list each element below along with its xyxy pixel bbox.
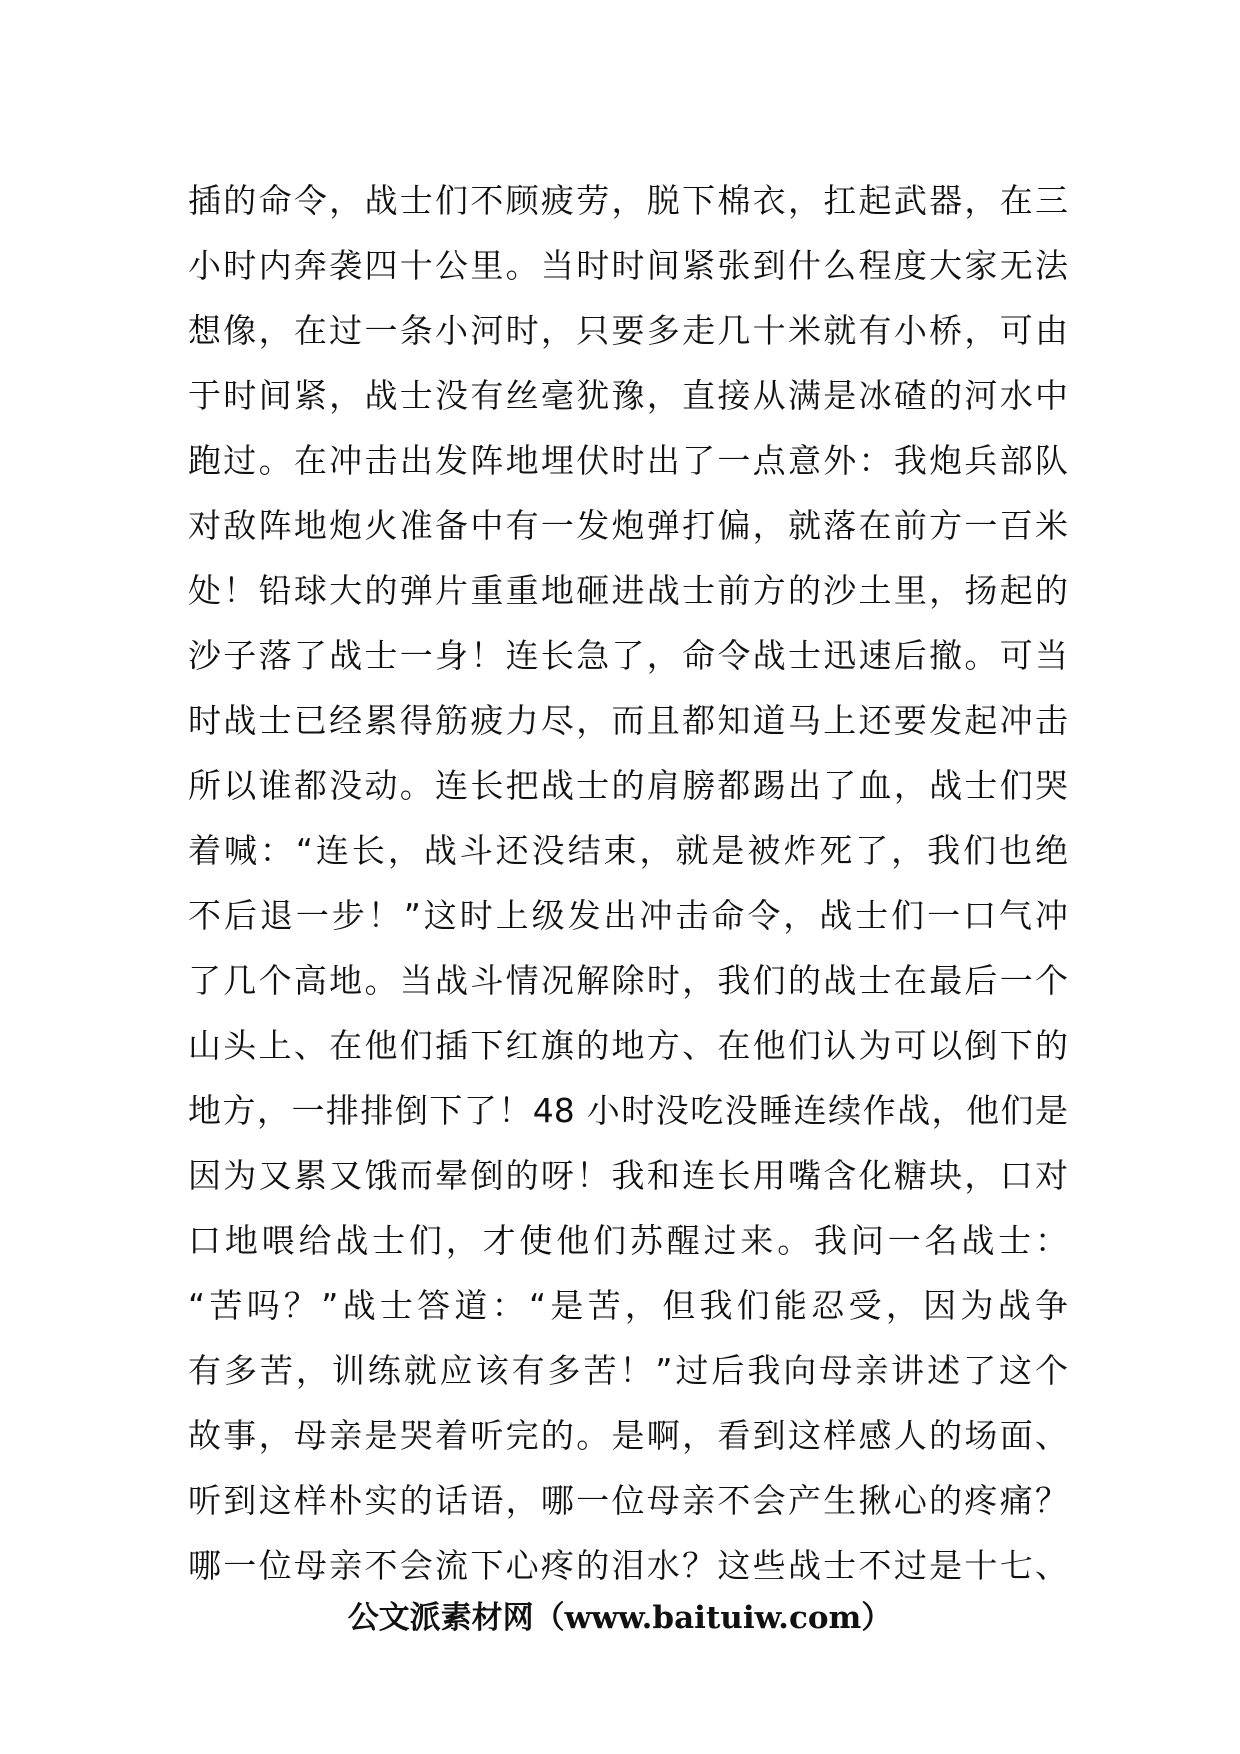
body-text	[188, 168, 1068, 1598]
text-line: 跑过。在冲击出发阵地埋伏时出了一点意外：我炮兵部队	[188, 441, 1068, 480]
text-line: 小时内奔袭四十公里。当时时间紧张到什么程度大家无法	[188, 246, 1068, 285]
text-line: 因为又累又饿而晕倒的呀！我和连长用嘴含化糖块，口对	[188, 1156, 1068, 1195]
text-line: 沙子落了战士一身！连长急了，命令战士迅速后撤。可当	[188, 636, 1068, 675]
footer-source: 公文派素材网（www.baituiw.com）	[347, 1600, 893, 1636]
text-line: 有多苦，训练就应该有多苦！”过后我向母亲讲述了这个	[188, 1351, 1068, 1390]
text-line: 故事，母亲是哭着听完的。是啊，看到这样感人的场面、	[188, 1416, 1068, 1455]
text-line: 于时间紧，战士没有丝毫犹豫，直接从满是冰碴的河水中	[188, 376, 1068, 415]
text-line: 着喊：“连长，战斗还没结束，就是被炸死了，我们也绝	[188, 831, 1068, 870]
text-line: 口地喂给战士们，才使他们苏醒过来。我问一名战士：	[188, 1221, 1068, 1260]
text-line: 插的命令，战士们不顾疲劳，脱下棉衣，扛起武器，在三	[188, 181, 1068, 220]
text-line: 听到这样朴实的话语，哪一位母亲不会产生揪心的疼痛？	[188, 1481, 1068, 1520]
text-line: 时战士已经累得筋疲力尽，而且都知道马上还要发起冲击	[188, 701, 1068, 740]
text-line: “苦吗？”战士答道：“是苦，但我们能忍受，因为战争	[188, 1286, 1068, 1325]
text-line: 不后退一步！”这时上级发出冲击命令，战士们一口气冲	[188, 896, 1068, 935]
text-line: 哪一位母亲不会流下心疼的泪水？这些战士不过是十七、	[188, 1546, 1068, 1585]
text-line: 所以谁都没动。连长把战士的肩膀都踢出了血，战士们哭	[188, 766, 1068, 805]
text-line: 山头上、在他们插下红旗的地方、在他们认为可以倒下的	[188, 1026, 1068, 1065]
text-line: 想像，在过一条小河时，只要多走几十米就有小桥，可由	[188, 311, 1068, 350]
text-line: 对敌阵地炮火准备中有一发炮弹打偏，就落在前方一百米	[188, 506, 1068, 545]
text-line: 了几个高地。当战斗情况解除时，我们的战士在最后一个	[188, 961, 1068, 1000]
text-line: 处！铅球大的弹片重重地砸进战士前方的沙土里，扬起的	[188, 571, 1068, 610]
text-line: 地方，一排排倒下了！48 小时没吃没睡连续作战，他们是	[188, 1091, 1068, 1130]
